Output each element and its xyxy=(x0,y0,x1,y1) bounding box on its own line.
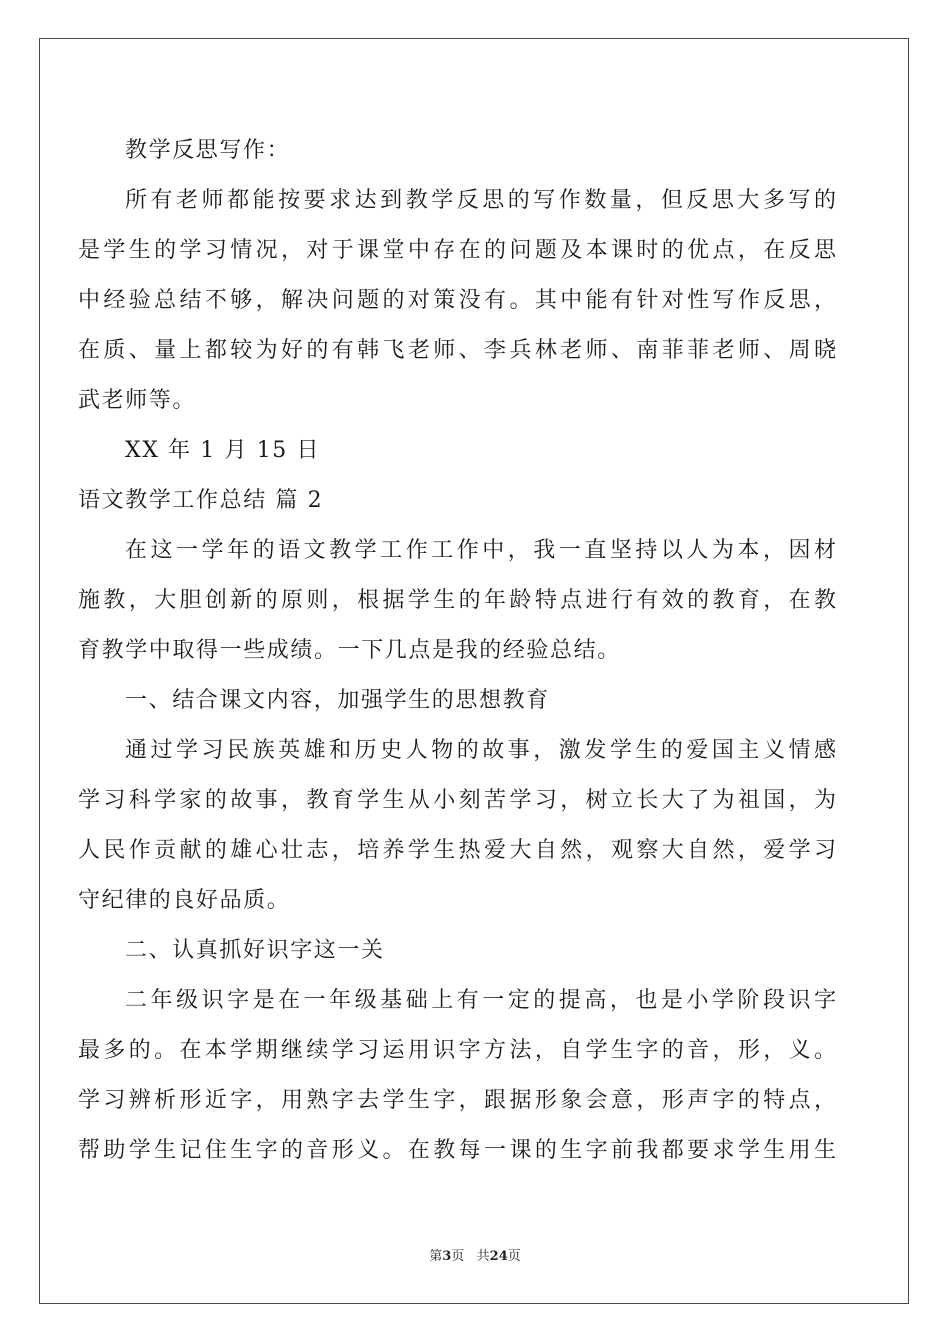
paragraph-line: 守纪律的良好品质。 xyxy=(78,888,291,913)
page-suffix: 页 xyxy=(507,1249,521,1264)
page-prefix: 第 xyxy=(429,1249,443,1264)
paragraph-line: 中经验总结不够，解决问题的对策没有。其中能有针对性写作反思， xyxy=(78,288,836,313)
paragraph-line: 二年级识字是在一年级基础上有一定的提高，也是小学阶段识字 xyxy=(125,988,836,1013)
article-title: 语文教学工作总结 篇 2 xyxy=(78,488,324,513)
date-line: XX 年 1 月 15 日 xyxy=(125,438,321,463)
paragraph-line: 学习科学家的故事，教育学生从小刻苦学习，树立长大了为祖国，为 xyxy=(78,788,836,813)
section-heading-1: 一、结合课文内容，加强学生的思想教育 xyxy=(125,688,550,713)
page-mid: 页 共 xyxy=(451,1249,490,1264)
page-current: 3 xyxy=(442,1249,452,1264)
paragraph-line: 帮助学生记住生字的音形义。在教每一课的生字前我都要求学生用生 xyxy=(78,1138,836,1163)
paragraph-line: 施教，大胆创新的原则，根据学生的年龄特点进行有效的教育，在教 xyxy=(78,588,836,613)
section-heading-reflection: 教学反思写作： xyxy=(125,138,291,163)
paragraph-line: 人民作贡献的雄心壮志，培养学生热爱大自然，观察大自然，爱学习 xyxy=(78,838,836,863)
paragraph-line: 所有老师都能按要求达到教学反思的写作数量，但反思大多写的 xyxy=(125,188,836,213)
page-total: 24 xyxy=(489,1249,508,1264)
paragraph-line: 育教学中取得一些成绩。一下几点是我的经验总结。 xyxy=(78,638,621,663)
section-heading-2: 二、认真抓好识字这一关 xyxy=(125,938,385,963)
paragraph-line: 最多的。在本学期继续学习运用识字方法，自学生字的音，形，义。 xyxy=(78,1038,836,1063)
paragraph-line: 武老师等。 xyxy=(78,388,197,413)
paragraph-line: 是学生的学习情况，对于课堂中存在的问题及本课时的优点，在反思 xyxy=(78,238,836,263)
paragraph-line: 在质、量上都较为好的有韩飞老师、李兵林老师、南菲菲老师、周晓 xyxy=(78,338,836,363)
paragraph-line: 学习辨析形近字，用熟字去学生字，跟据形象会意，形声字的特点， xyxy=(78,1088,836,1113)
paragraph-line: 在这一学年的语文教学工作工作中，我一直坚持以人为本，因材 xyxy=(125,538,836,563)
page-footer xyxy=(0,1245,950,1264)
paragraph-line: 通过学习民族英雄和历史人物的故事，激发学生的爱国主义情感 xyxy=(125,738,836,763)
